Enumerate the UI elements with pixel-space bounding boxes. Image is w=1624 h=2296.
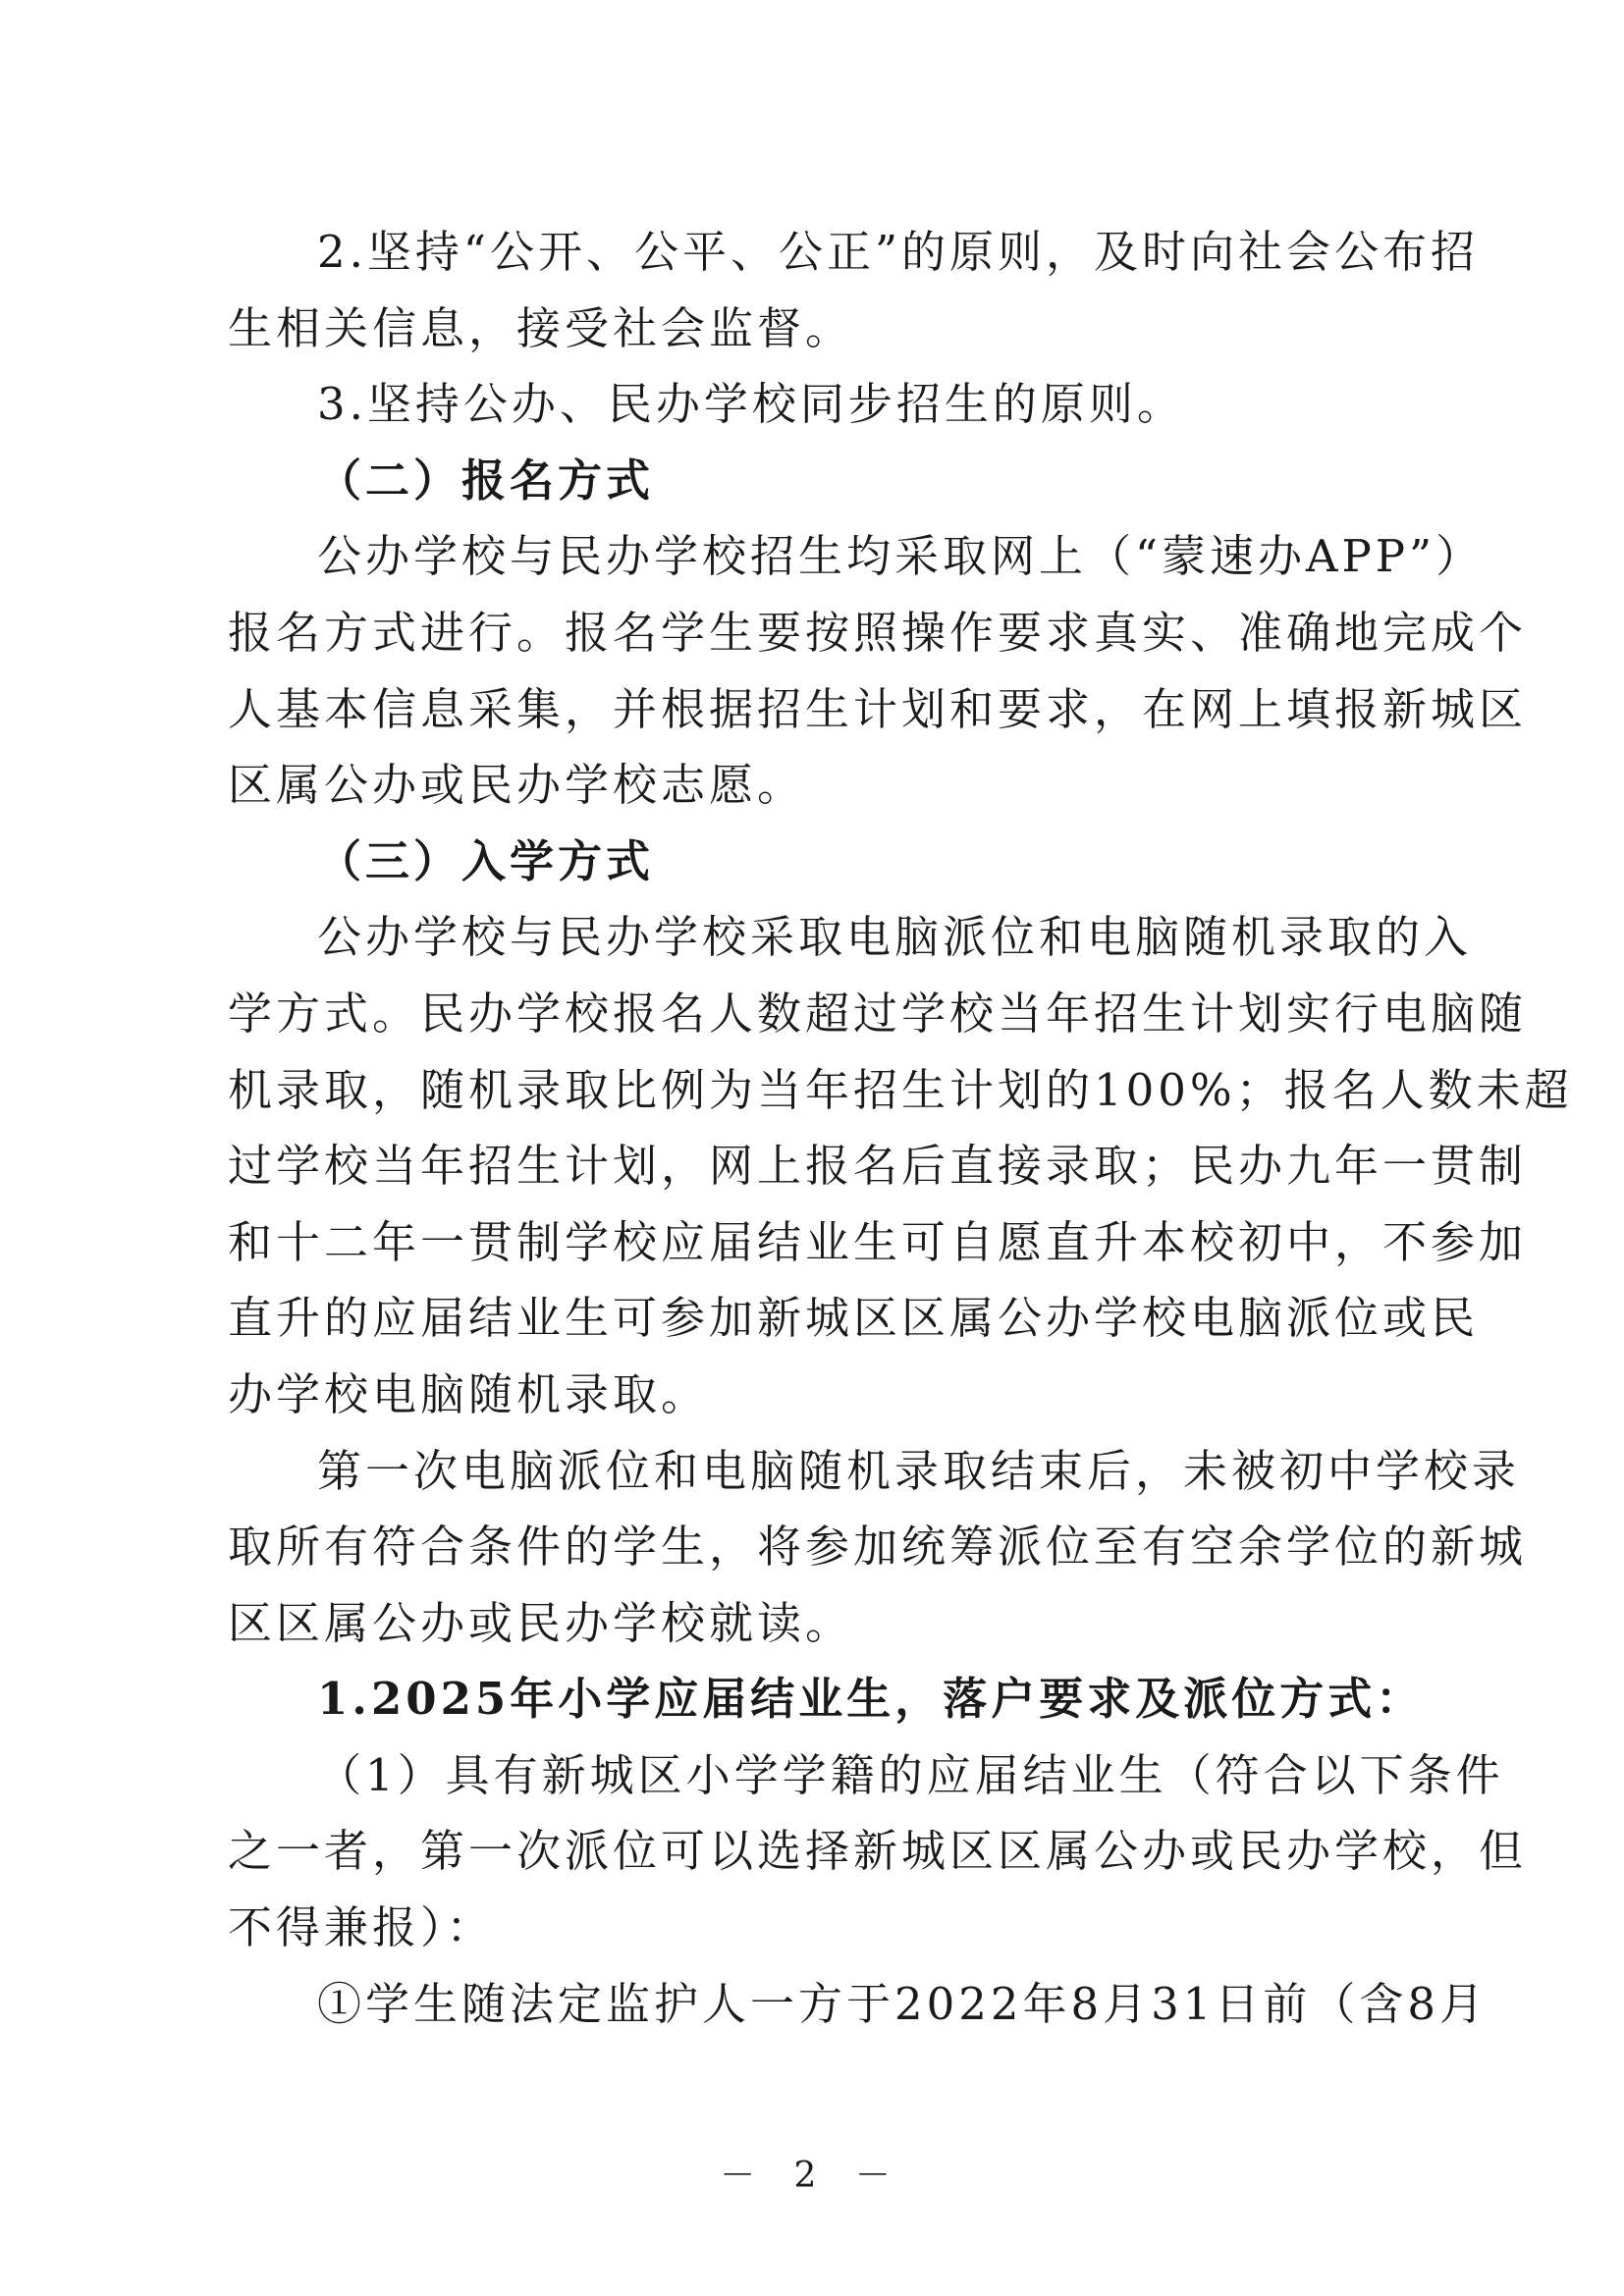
text-line: （1）具有新城区小学学籍的应届结业生（符合以下条件 — [317, 1748, 1504, 1801]
text-line: 不得兼报）： — [228, 1901, 495, 1954]
page-number: － 2 － — [720, 2156, 904, 2196]
text-line: 区属公办或民办学校志愿。 — [228, 759, 806, 812]
text-line: 2.坚持“公开、公平、公正”的原则，及时向社会公布招 — [317, 226, 1479, 278]
text-line: 公办学校与民办学校采取电脑派位和电脑随机录取的入 — [317, 911, 1473, 964]
text-line: 人基本信息采集，并根据招生计划和要求，在网上填报新城区 — [228, 682, 1528, 735]
text-line: 之一者，第一次派位可以选择新城区区属公办或民办学校，但 — [228, 1825, 1528, 1878]
section-heading: （二）报名方式 — [317, 454, 655, 507]
text-line: 公办学校与民办学校招生均采取网上（“蒙速办APP”） — [317, 530, 1485, 583]
text-line: 取所有符合条件的学生，将参加统筹派位至有空余学位的新城 — [228, 1521, 1528, 1574]
text-line: 过学校当年招生计划，网上报名后直接录取；民办九年一贯制 — [228, 1140, 1528, 1193]
text-line: 机录取，随机录取比例为当年招生计划的100%；报名人数未超 — [228, 1063, 1573, 1116]
text-line: 区区属公办或民办学校就读。 — [228, 1596, 854, 1649]
text-line: 3.坚持公办、民办学校同步招生的原则。 — [317, 378, 1185, 431]
text-line: 生相关信息，接受社会监督。 — [228, 301, 854, 354]
text-line: 直升的应届结业生可参加新城区区属公办学校电脑派位或民 — [228, 1292, 1480, 1345]
text-line: 学方式。民办学校报名人数超过学校当年招生计划实行电脑随 — [228, 987, 1528, 1040]
text-line: 第一次电脑派位和电脑随机录取结束后，未被初中学校录 — [317, 1444, 1521, 1497]
text-line: 办学校电脑随机录取。 — [228, 1367, 710, 1420]
document-body — [228, 214, 1573, 2042]
section-heading: （三）入学方式 — [317, 834, 655, 887]
text-line: ①学生随法定监护人一方于2022年8月31日前（含8月 — [317, 1977, 1489, 2030]
text-line: 报名方式进行。报名学生要按照操作要求真实、准确地完成个 — [228, 606, 1528, 659]
text-line: 和十二年一贯制学校应届结业生可自愿直升本校初中，不参加 — [228, 1215, 1528, 1268]
text-line: 1.2025年小学应届结业生，落户要求及派位方式： — [317, 1673, 1425, 1726]
